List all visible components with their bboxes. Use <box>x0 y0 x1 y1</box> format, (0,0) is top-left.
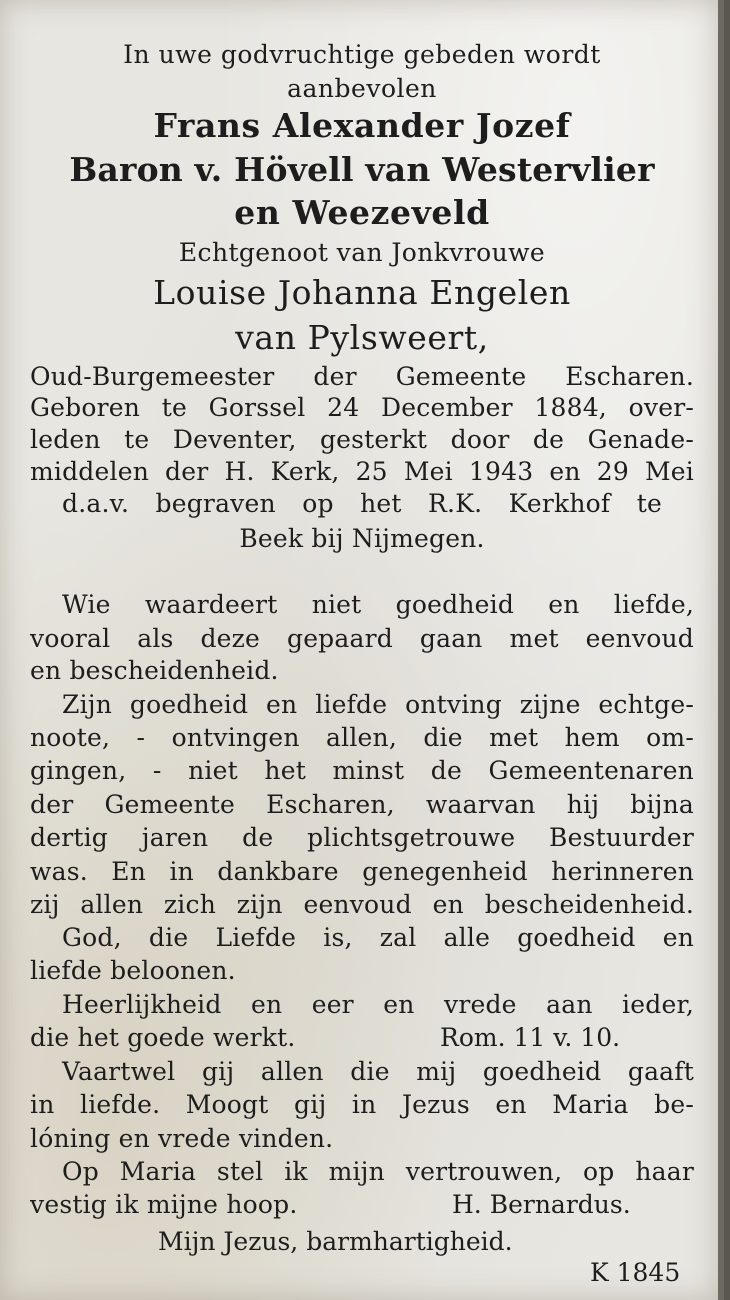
closing-prayer: Mijn Jezus, barmhartigheid. <box>158 1227 513 1256</box>
tribute-line: der Gemeente Escharen, waarvan hij bijna <box>30 790 694 819</box>
tribute-line: en bescheidenheid. <box>30 656 279 685</box>
spouse-name-line-2: van Pylsweert, <box>235 318 489 357</box>
tribute-line: noote, - ontvingen allen, die met hem om- <box>30 723 694 752</box>
tribute-line: dertig jaren de plichtsgetrouwe Bestuurder <box>30 823 694 852</box>
tribute-line: die het goede werkt. <box>30 1023 296 1052</box>
deceased-name-line-3: en Weezeveld <box>234 193 490 232</box>
header-line-1: In uwe godvruchtige gebeden wordt <box>123 40 601 69</box>
tribute-line: gingen, - niet het minst de Gemeentenaren <box>30 756 694 785</box>
tribute-line: Wie waardeert niet goedheid en liefde, <box>62 590 694 619</box>
header-line-2: aanbevolen <box>287 74 437 103</box>
bernardus-reference: H. Bernardus. <box>452 1190 631 1219</box>
tribute-line: Heerlijkheid en eer en vrede aan ieder, <box>62 990 694 1019</box>
farewell-line: in liefde. Moogt gij in Jezus en Maria be- <box>30 1090 694 1119</box>
bio-line: d.a.v. begraven op het R.K. Kerkhof te <box>62 489 662 518</box>
bio-line: Geboren te Gorssel 24 December 1884, over- <box>30 393 694 422</box>
tribute-line: zij allen zich zijn eenvoud en bescheidenheid. <box>30 890 694 919</box>
tribute-line: Zijn goedheid en liefde ontving zijne echtge- <box>62 690 694 719</box>
bio-line: middelen der H. Kerk, 25 Mei 1943 en 29 Mei <box>30 457 694 486</box>
scripture-reference: Rom. 11 v. 10. <box>440 1023 621 1052</box>
print-code: K 1845 <box>590 1258 681 1287</box>
farewell-line: Op Maria stel ik mijn vertrouwen, op haar <box>62 1157 694 1186</box>
tribute-line: God, die Liefde is, zal alle goedheid en <box>62 923 694 952</box>
bio-line: leden te Deventer, gesterkt door de Genade- <box>30 425 694 454</box>
farewell-line: lóning en vrede vinden. <box>30 1124 334 1153</box>
spouse-intro: Echtgenoot van Jonkvrouwe <box>178 238 546 267</box>
bio-line: Oud-Burgemeester der Gemeente Escharen. <box>30 362 694 391</box>
tribute-line: liefde beloonen. <box>30 956 236 985</box>
farewell-line: Vaartwel gij allen die mij goedheid gaaft <box>62 1057 694 1086</box>
spouse-name-line-1: Louise Johanna Engelen <box>153 273 571 312</box>
deceased-name-line-1: Frans Alexander Jozef <box>153 106 571 145</box>
bio-line: Beek bij Nijmegen. <box>239 524 485 553</box>
deceased-name-line-2: Baron v. Hövell van Westervlier <box>69 150 655 189</box>
farewell-line: vestig ik mijne hoop. <box>30 1190 298 1219</box>
tribute-line: was. En in dankbare genegenheid herinneren <box>30 857 694 886</box>
tribute-line: vooral als deze gepaard gaan met eenvoud <box>30 624 694 653</box>
